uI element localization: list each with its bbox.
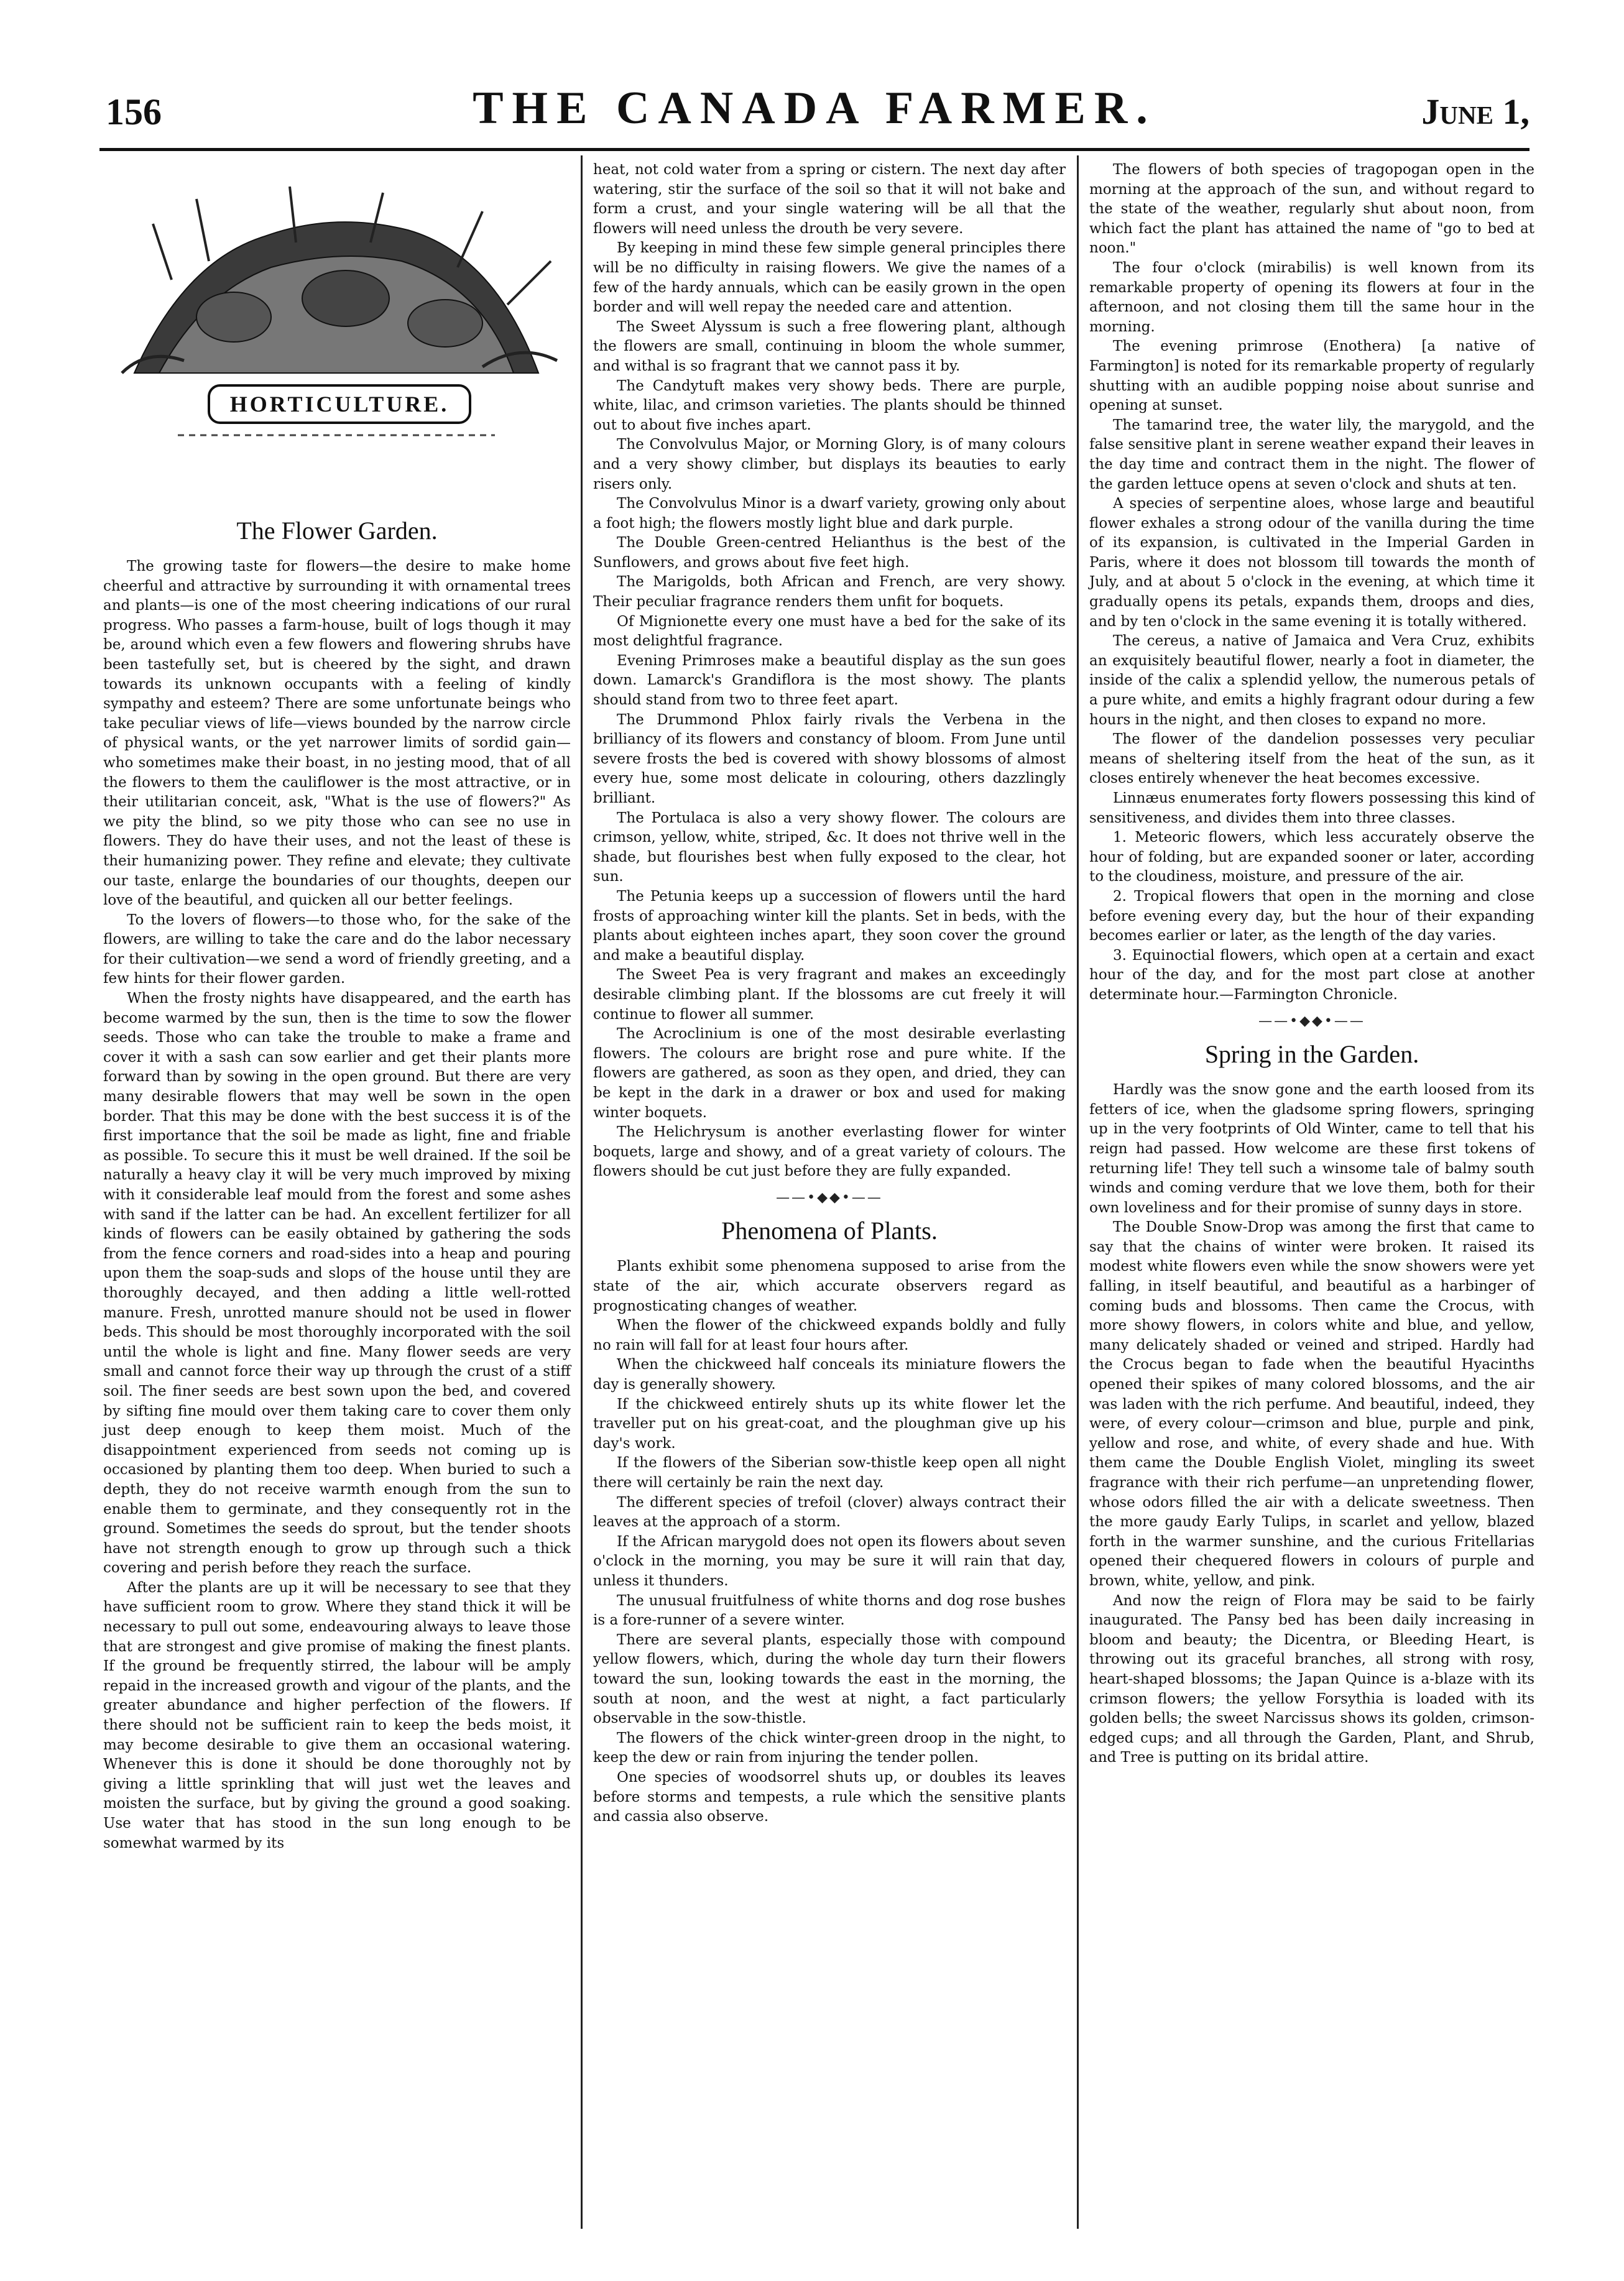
phenomena-paragraph: 2. Tropical flowers that open in the morning and close before evening every day, but the hour of their expanding becomes earlier or later, as the length of the day varies. <box>1089 888 1534 944</box>
column-divider-2 <box>1077 155 1079 2229</box>
paper-title: THE CANADA FARMER. <box>473 83 1156 134</box>
phenomena-paragraph: The four o'clock (mirabilis) is well known from its remarkable property of opening its flowers at four in the afternoon, and not closing them till the same hour in the morning. <box>1089 259 1534 335</box>
flower-garden-paragraph: When the frosty nights have disappeared, and the earth has become warmed by the sun, then is the time to sow the flower seeds. Those who can take the trouble to make a frame and cover it with a sash can sow earlier and get their plants more forward than by sowing in the open ground. But there are very many desirable flowers that may well be sown in the open border. That this may be done with the best success it is of the first importance that the soil be made as light, fine and friable as possible. To secure this it must be well drained. If the soil be naturally a heavy clay it will be very much improved by mixing with it considerable leaf mould from the forest and some ashes with sand if the latter can be had. An excellent fertilizer for all kinds of flowers can be easily obtained by gathering the sods from the fence corners and road-sides into a heap and pouring upon them the soap-suds and slops of the house until they are thoroughly decayed, and then adding a little well-rotted manure. Fresh, unrotted manure should not be used in flower beds. This should be most thoroughly incorporated with the soil until the whole is light and fine. Many flower seeds are very small and cannot force their way up through the crust of a stiff soil. The finer seeds are best sown upon the bed, and covered by sifting fine mould over them taking care to cover them only just deep enough to keep them moist. Much of the disappointment experienced from seeds not coming up is occasioned by planting them too deep. When buried to such a depth, they do not receive warmth enough from the sun to enable them to germinate, and they consequently rot in the ground. Sometimes the seeds do sprout, but the tender shoots have not strength enough to grow up through such a thick covering and perish before they reach the surface. <box>103 990 571 1577</box>
masthead <box>99 75 1529 143</box>
column-2 <box>593 160 1066 1827</box>
phenomena-paragraph: 1. Meteoric flowers, which less accurately observe the hour of folding, but are expanded sooner or later, according to the cloudiness, moisture, and pressure of the air. <box>1089 829 1534 885</box>
column-1 <box>103 510 571 1853</box>
phenomena-paragraph: The flower of the dandelion possesses very peculiar means of sheltering itself from the heat of the sun, as it closes entirely whenever the heat becomes excessive. <box>1089 731 1534 787</box>
phenomena-heading: Phenomena of Plants. <box>721 1217 938 1245</box>
section-ornament: ——•◆◆•—— <box>776 1189 883 1205</box>
phenomena-paragraph: If the chickweed entirely shuts up its white flower let the traveller put on his great-coat, and the ploughman give up his day's work. <box>593 1396 1066 1452</box>
flower-garden-paragraph: After the plants are up it will be necessary to see that they have sufficient room to grow. Where they stand thick it will be necessary to pull out some, endeavouring always to leave those that are strongest and give promise of making the finest plants. If the ground be frequently stirred, the labour will be amply repaid in the increased growth and vigour of the plants, and the greater abundance and higher perfection of the flowers. If there should not be sufficient rain to keep the beds moist, it may become desirable to give them an occasional watering. Whenever this is done it should be done thoroughly not by giving a little sprinkling that will just wet the leaves and moisten the surface, but by giving the ground a good soaking. Use water that has stood in the sun long enough to be somewhat warmed by its <box>103 1579 571 1851</box>
phenomena-paragraph: One species of woodsorrel shuts up, or doubles its leaves before storms and tempests, a rule which the sensitive plants and cassia also observe. <box>593 1769 1066 1825</box>
phenomena-paragraph: The tamarind tree, the water lily, the marygold, and the false sensitive plant in serene weather expand their leaves in the day time and contract them in the night. The flower of the garden lettuce opens at seven o'clock and shuts at ten. <box>1089 417 1534 492</box>
flower-garden-paragraph: heat, not cold water from a spring or cistern. The next day after watering, stir the surface of the soil so that it will not bake and form a crust, and your single watering will be all that the flowers will need unless the drouth be very severe. <box>593 162 1066 237</box>
annual-entry: The Acroclinium is one of the most desirable everlasting flowers. The colours are bright rose and pure white. If the flowers are gathered, as soon as they open, and dried, they can be kept in the dark in a drawer or box and used for making winter boquets. <box>593 1026 1066 1121</box>
phenomena-paragraph: A species of serpentine aloes, whose large and beautiful flower exhales a strong odour of the vanilla during the time of its expansion, is cultivated in the Imperial Garden in Paris, where it does not blossom till towards the month of July, and at about 5 o'clock in the evening, at which time it gradually opens its petals, expands them, droops and dies, and by ten o'clock in the same evening it is totally withered. <box>1089 495 1534 630</box>
spring-paragraph: And now the reign of Flora may be said to be fairly inaugurated. The Pansy bed has been daily increasing in bloom and beauty; the Dicentra, or Bleeding Heart, is throwing out its graceful branches, all strong with rosy, heart-shaped blossoms; the Japan Quince is a-blaze with its crimson flowers; the yellow Forsythia is loaded with its golden bells; the sweet Narcissus shows its golden, crimson-edged cups; and all through the Garden, Plant, and Shrub, and Tree is putting on its bridal attire. <box>1089 1592 1534 1766</box>
vignette-banner-text: HORTICULTURE. <box>229 392 450 417</box>
phenomena-paragraph: The different species of trefoil (clover) always contract their leaves at the approach of a storm. <box>593 1494 1066 1531</box>
phenomena-paragraph: If the flowers of the Siberian sow-thistle keep open all night there will certainly be rain the next day. <box>593 1455 1066 1491</box>
section-ornament: ——•◆◆•—— <box>1258 1013 1365 1029</box>
phenomena-paragraph: When the flower of the chickweed expands boldly and fully no rain will fall for at least four hours after. <box>593 1317 1066 1353</box>
annual-entry: Of Mignionette every one must have a bed for the sake of its most delightful fragrance. <box>593 613 1066 650</box>
phenomena-paragraph: If the African marygold does not open its flowers about seven o'clock in the morning, you may be sure it will rain that day, unless it thunders. <box>593 1533 1066 1589</box>
flower-garden-paragraph: By keeping in mind these few simple general principles there will be no difficulty in raising flowers. We give the names of a few of the hardy annuals, which can be easily grown in the open border and will well repay the needed care and attention. <box>593 240 1066 316</box>
annual-entry: The Convolvulus Major, or Morning Glory, is of many colours and a very showy climber, but displays its beauties to early risers only. <box>593 436 1066 492</box>
phenomena-paragraph: There are several plants, especially those with compound yellow flowers, which, during the whole day turn their flowers toward the sun, looking towards the east in the morning, the south at noon, and the west at night, a fact particularly observable in the sow-thistle. <box>593 1631 1066 1727</box>
phenomena-paragraph: 3. Equinoctial flowers, which open at a certain and exact hour of the day, and for the most part close at another determinate hour.—Farmington Chronicle. <box>1089 947 1534 1003</box>
annual-entry: The Marigolds, both African and French, are very showy. Their peculiar fragrance renders them unfit for boquets. <box>593 574 1066 611</box>
spring-paragraph: Hardly was the snow gone and the earth loosed from its fetters of ice, when the gladsome spring flowers, springing up in the very footprints of Old Winter, came to tell that his reign had passed. How welcome are these first tokens of returning life! They tell such a winsome tale of balmy south winds and coming verdure that we love them, both for their own loveliness and for their promise of sunny days in store. <box>1089 1082 1534 1216</box>
horticulture-vignette-image <box>109 187 563 460</box>
issue-date: June 1, <box>1421 91 1529 132</box>
column-divider-1 <box>581 155 583 2229</box>
column-3 <box>1089 160 1534 1768</box>
annual-entry: The Portulaca is also a very showy flower. The colours are crimson, yellow, white, striped, &c. It does not thrive well in the shade, but flourishes best when fully exposed to the clear, hot sun. <box>593 809 1066 885</box>
phenomena-paragraph: The cereus, a native of Jamaica and Vera Cruz, exhibits an exquisitely beautiful flower, nearly a foot in diameter, the inside of the calix a splendid yellow, the numerous petals of a pure white, and emits a highly fragrant odour during a few hours in the night, and then closes to expand no more. <box>1089 633 1534 728</box>
masthead-rule <box>99 148 1529 151</box>
phenomena-paragraph: Plants exhibit some phenomena supposed to arise from the state of the air, which accurate observers regard as prognosticating changes of weather. <box>593 1258 1066 1314</box>
annual-entry: The Convolvulus Minor is a dwarf variety, growing only about a foot high; the flowers mostly light blue and dark purple. <box>593 495 1066 532</box>
annual-entry: The Sweet Alyssum is such a free flowering plant, although the flowers are small, continuing in bloom the whole summer, and withal is so fragrant that we cannot pass it by. <box>593 318 1066 374</box>
annual-entry: The Helichrysum is another everlasting flower for winter boquets, large and showy, and of a great variety of colours. The flowers should be cut just before they are fully expanded. <box>593 1124 1066 1180</box>
annual-entry: The Petunia keeps up a succession of flowers until the hard frosts of approaching winter kill the plants. Set in beds, with the plants about eighteen inches apart, they soon cover the ground and make a beautiful display. <box>593 888 1066 964</box>
flower-garden-heading: The Flower Garden. <box>236 517 438 545</box>
phenomena-paragraph: The unusual fruitfulness of white thorns and dog rose bushes is a fore-runner of a severe winter. <box>593 1592 1066 1629</box>
annual-entry: Evening Primroses make a beautiful display as the sun goes down. Lamarck's Grandiflora is the most showy. The plants should stand from two to three feet apart. <box>593 652 1066 709</box>
flower-garden-paragraph: The growing taste for flowers—the desire to make home cheerful and attractive by surrounding it with ornamental trees and plants—is one of the most cheering indications of our rural progress. Who passes a farm-house, built of logs though it may be, around which even a few flowers and flowering shrubs have been tastefully set, but is cheered by the sight, and drawn towards its unknown occupants with a feeling of kindly sympathy and esteem? There are some unfortunate beings who take peculiar views of life—views bounded by the narrow circle of physical wants, or the yet narrower limits of sordid gain—who sometimes make their boast, in no jesting mood, that of all the flowers to them the cauliflower is the most attractive, or in their utilitarian conceit, ask, "What is the use of flowers?" As we pity the blind, so we pity those who can see no use in flowers. They do have their uses, and not the least of these is their humanizing power. They refine and elevate; they cultivate our taste, enlarge the boundaries of our thoughts, deepen our love of the beautiful, and quicken all our better feelings. <box>103 558 571 909</box>
annual-entry: The Drummond Phlox fairly rivals the Verbena in the brilliancy of its flowers and constancy of bloom. From June until severe frosts the bed is covered with showy blossoms of almost every hue, some most delicate in colouring, others dazzlingly brilliant. <box>593 711 1066 806</box>
phenomena-paragraph: The evening primrose (Enothera) [a native of Farmington] is noted for its remarkable property of regularly shutting with an audible popping noise about sunrise and opening at sunset. <box>1089 338 1534 414</box>
flower-garden-paragraph: To the lovers of flowers—to those who, for the sake of the flowers, are willing to take the care and do the labor necessary for their cultivation—we send a word of friendly greeting, and a few hints for their flower garden. <box>103 911 571 987</box>
annual-entry: The Double Green-centred Helianthus is the best of the Sunflowers, and grows about five feet high. <box>593 535 1066 571</box>
spring-garden-heading: Spring in the Garden. <box>1204 1040 1419 1069</box>
phenomena-paragraph: Linnæus enumerates forty flowers possessing this kind of sensitiveness, and divides them into three classes. <box>1089 790 1534 826</box>
phenomena-paragraph: When the chickweed half conceals its miniature flowers the day is generally showery. <box>593 1357 1066 1393</box>
annual-entry: The Candytuft makes very showy beds. There are purple, white, lilac, and crimson varieties. The plants should be thinned out to about five inches apart. <box>593 377 1066 433</box>
phenomena-paragraph: The flowers of both species of tragopogan open in the morning at the approach of the sun, and without regard to the state of the weather, regularly shut about noon, from which fact the plant has attained the name of "go to bed at noon." <box>1089 162 1534 257</box>
annual-entry: The Sweet Pea is very fragrant and makes an exceedingly desirable climbing plant. If the blossoms are cut freely it will continue to flower all summer. <box>593 967 1066 1023</box>
spring-paragraph: The Double Snow-Drop was among the first that came to say that the chains of winter were broken. It raised its modest white flowers even while the snow showers were yet falling, in itself beautiful, and beautiful as a harbinger of coming buds and blossoms. Then came the Crocus, with more showy flowers, in colors white and blue, and yellow, many delicately shaded or veined and striped. Hardly had the Crocus began to fade when the beautiful Hyacinths opened their spikes of many colored blossoms, and the air was laden with the rich perfume. And beautiful, indeed, they were, of every colour—crimson and blue, purple and pink, yellow and rose, and white, of every shade and hue. With them came the Double English Violet, mingling its sweet fragrance with their rich perfume—an unpretending flower, whose odors filled the air with a delicate sweetness. Then the more gaudy Early Tulips, in scarlet and yellow, blazed forth in the warmer sunshine, and the curious Fritellarias opened their chequered flowers in colours of purple and brown, white, yellow, and pink. <box>1089 1219 1534 1589</box>
page-number: 156 <box>106 91 162 132</box>
phenomena-paragraph: The flowers of the chick winter-green droop in the night, to keep the dew or rain from injuring the tender pollen. <box>593 1730 1066 1766</box>
